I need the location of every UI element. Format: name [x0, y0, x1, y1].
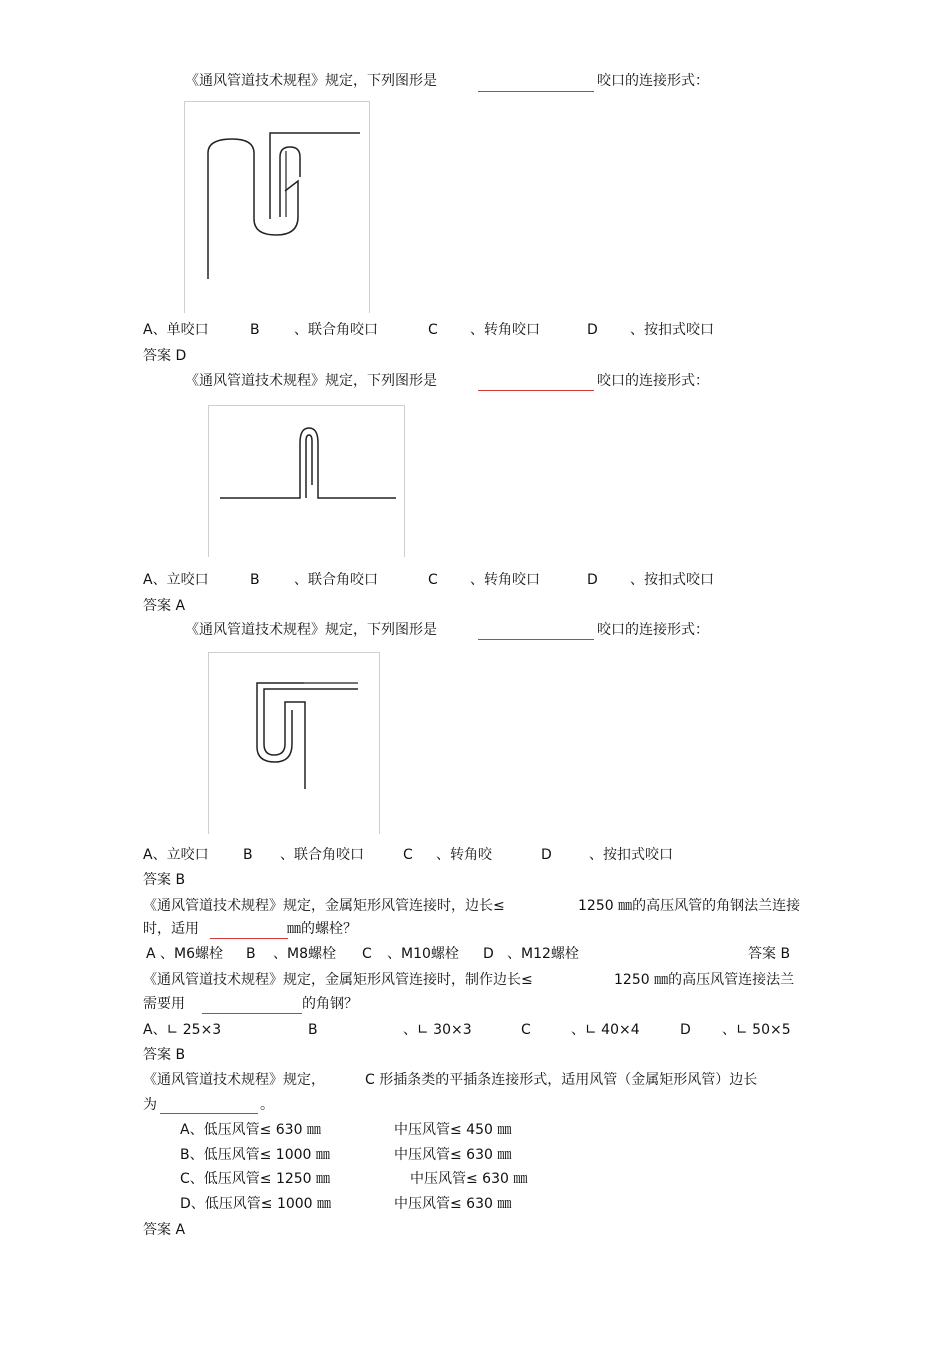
q3-option-c-text: 、转角咬 [436, 847, 492, 863]
q5-stem-line2b: 的角钢？ [302, 996, 358, 1012]
q1-option-d-text: 、按扣式咬口 [630, 322, 714, 338]
q5-option-c-text: 、∟ 40×4 [571, 1022, 640, 1038]
q2-option-a: A、立咬口 [143, 572, 209, 588]
q5-option-c-letter: C [521, 1022, 531, 1038]
q3-stem-pre: 《通风管道技术规程》规定，下列图形是 [185, 622, 437, 638]
q5-option-b-letter: B [308, 1022, 318, 1038]
q5-option-d-letter: D [680, 1022, 691, 1038]
q6-answer-blank [160, 1113, 258, 1114]
q1-option-c-letter: C [428, 322, 438, 338]
q5-answer-blank [202, 1013, 302, 1014]
q6-stem-line1b: C 形插条类的平插条连接形式，适用风管（金属矩形风管）边长 [365, 1072, 758, 1088]
q6-option-c-mid: 中压风管≤ 630 ㎜ [410, 1171, 528, 1187]
q4-option-b-letter: B [246, 946, 256, 962]
q4-answer: 答案 B [748, 946, 791, 962]
q4-answer-blank [210, 938, 288, 939]
q5-stem-line1a: 《通风管道技术规程》规定，金属矩形风管连接时，制作边长≤ [143, 972, 533, 988]
q1-stem-post: 咬口的连接形式： [597, 73, 709, 89]
q3-option-a: A、立咬口 [143, 847, 209, 863]
q6-option-b-mid: 中压风管≤ 630 ㎜ [394, 1147, 512, 1163]
q4-stem-line2a: 时，适用 [143, 921, 199, 937]
q2-option-c-letter: C [428, 572, 438, 588]
q4-option-d-letter: D [483, 946, 494, 962]
q4-option-b-text: 、M8螺栓 [273, 946, 336, 962]
q5-stem-line2a: 需要用 [143, 996, 185, 1012]
q6-option-b-low: B、低压风管≤ 1000 ㎜ [180, 1147, 330, 1163]
q1-option-b-letter: B [250, 322, 260, 338]
q2-stem-pre: 《通风管道技术规程》规定，下列图形是 [185, 373, 437, 389]
q5-stem-line1b: 1250 ㎜的高压风管连接法兰 [614, 972, 795, 988]
q3-stem-post: 咬口的连接形式： [597, 622, 709, 638]
q4-option-c-text: 、M10螺栓 [387, 946, 459, 962]
q3-option-b-text: 、联合角咬口 [280, 847, 364, 863]
q2-answer-blank [478, 390, 594, 391]
q6-option-d-low: D、低压风管≤ 1000 ㎜ [180, 1196, 332, 1212]
q6-stem-line2b: 。 [260, 1097, 274, 1113]
q4-stem-line1a: 《通风管道技术规程》规定，金属矩形风管连接时，边长≤ [143, 898, 505, 914]
q5-option-b-text: 、∟ 30×3 [403, 1022, 472, 1038]
q5-option-a: A、∟ 25×3 [143, 1022, 222, 1038]
q4-option-d-text: 、M12螺栓 [507, 946, 579, 962]
q1-stem-pre: 《通风管道技术规程》规定，下列图形是 [185, 73, 437, 89]
q2-option-b-letter: B [250, 572, 260, 588]
q2-option-d-text: 、按扣式咬口 [630, 572, 714, 588]
q4-option-c-letter: C [362, 946, 372, 962]
q4-stem-line2b: ㎜的螺栓？ [287, 921, 357, 937]
q1-option-a: A、单咬口 [143, 322, 209, 338]
q6-option-a-mid: 中压风管≤ 450 ㎜ [394, 1122, 512, 1138]
q3-answer-blank [478, 639, 594, 640]
q1-option-b-text: 、联合角咬口 [294, 322, 378, 338]
q2-answer: 答案 A [143, 598, 186, 614]
q4-stem-line1b: 1250 ㎜的高压风管的角钢法兰连接 [578, 898, 801, 914]
q5-answer: 答案 B [143, 1047, 186, 1063]
q3-figure-seam [208, 652, 380, 834]
q3-answer: 答案 B [143, 872, 186, 888]
q1-figure-seam [184, 101, 370, 313]
q2-option-c-text: 、转角咬口 [470, 572, 540, 588]
q2-stem-post: 咬口的连接形式： [597, 373, 709, 389]
q6-stem-line1a: 《通风管道技术规程》规定， [143, 1072, 325, 1088]
q3-option-d-letter: D [541, 847, 552, 863]
q2-option-b-text: 、联合角咬口 [294, 572, 378, 588]
q6-option-c-low: C、低压风管≤ 1250 ㎜ [180, 1171, 331, 1187]
q6-answer: 答案 A [143, 1222, 186, 1238]
q3-option-d-text: 、按扣式咬口 [589, 847, 673, 863]
q1-answer: 答案 D [143, 348, 187, 364]
q6-option-a-low: A、低压风管≤ 630 ㎜ [180, 1122, 321, 1138]
q2-figure-seam [208, 405, 405, 557]
q5-option-d-text: 、∟ 50×5 [722, 1022, 791, 1038]
q1-answer-blank [478, 91, 594, 92]
q3-option-c-letter: C [403, 847, 413, 863]
q1-option-d-letter: D [587, 322, 598, 338]
q6-stem-line2a: 为 [143, 1097, 157, 1113]
q4-option-a: A 、M6螺栓 [146, 946, 224, 962]
q1-option-c-text: 、转角咬口 [470, 322, 540, 338]
q2-option-d-letter: D [587, 572, 598, 588]
q6-option-d-mid: 中压风管≤ 630 ㎜ [394, 1196, 512, 1212]
q3-option-b-letter: B [243, 847, 253, 863]
